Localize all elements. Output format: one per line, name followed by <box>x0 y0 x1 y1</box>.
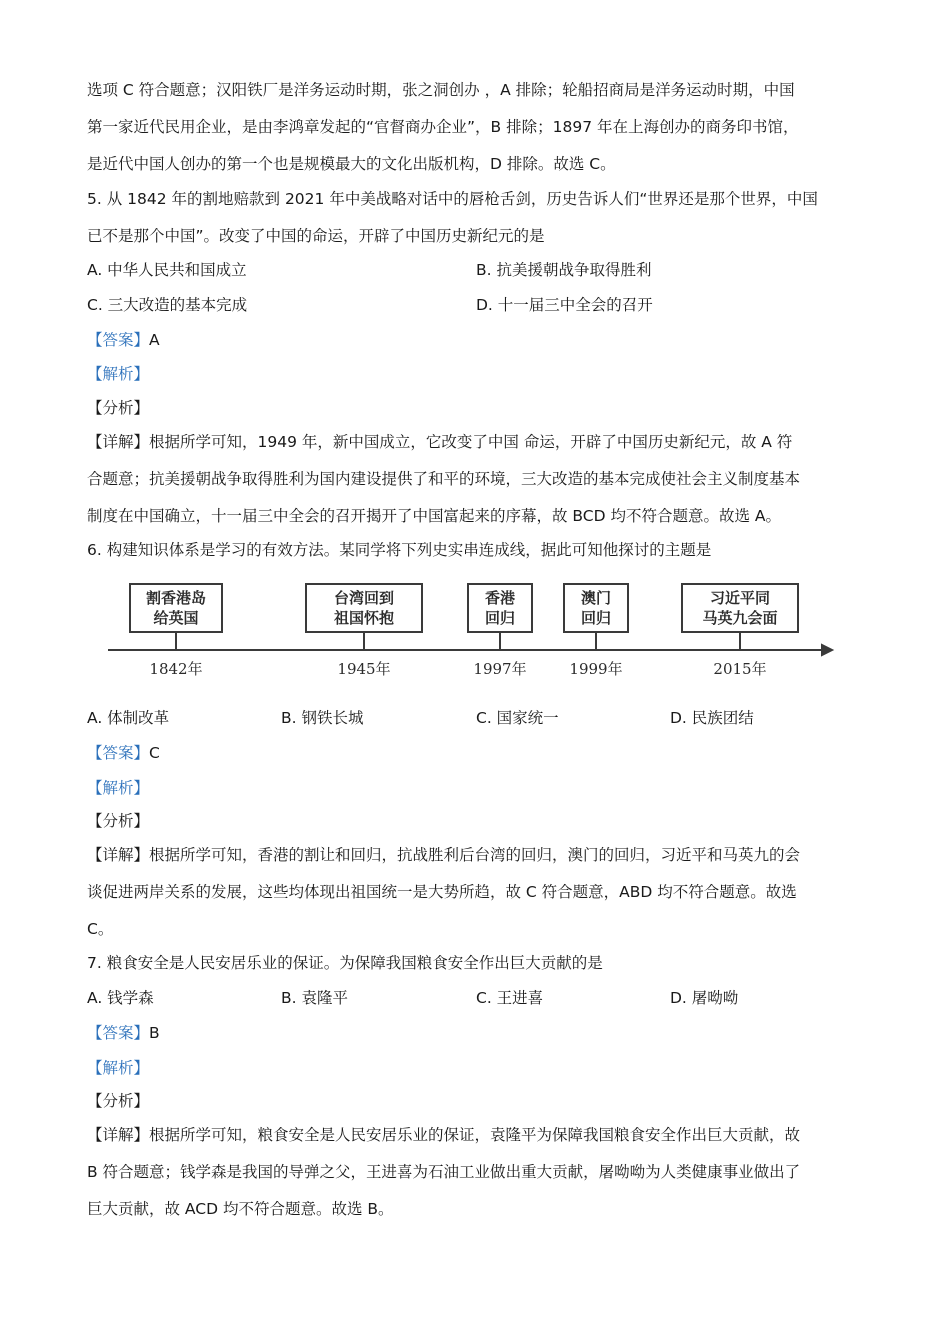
timeline-event-label-1: 台湾回到 <box>333 589 395 607</box>
q6-option-c: C. 国家统一 <box>476 709 559 727</box>
q6-jiexi-tag: 【解析】 <box>87 779 150 797</box>
timeline-event-label-1: 习近平同 <box>709 589 771 607</box>
q7-answer <box>87 1023 160 1043</box>
timeline-event-label-1: 香港 <box>484 589 516 607</box>
timeline-year-label: 2015年 <box>713 660 767 678</box>
timeline-year-label: 1842年 <box>149 660 203 678</box>
q5-answer-tag: 【答案】 <box>87 331 150 349</box>
q5-detail-tag: 【详解】 <box>87 433 150 451</box>
q6-option-b: B. 钢铁长城 <box>281 709 364 727</box>
q6-answer <box>87 743 160 763</box>
q5-option-b: B. 抗美援朝战争取得胜利 <box>476 261 652 279</box>
q6-answer-tag: 【答案】 <box>87 744 150 762</box>
q7-detail-text-1: 根据所学可知，粮食安全是人民安居乐业的保证，袁隆平为保障我国粮食安全作出巨大贡献，故 <box>149 1126 801 1144</box>
q5-option-a: A. 中华人民共和国成立 <box>87 261 247 279</box>
intro-line-3: 是近代中国人创办的第一个也是规模最大的文化出版机构，D 排除。故选 C。 <box>87 155 616 173</box>
q5-detail-line-2: 合题意；抗美援朝战争取得胜利为国内建设提供了和平的环境，三大改造的基本完成使社会主义制度基本 <box>87 470 801 488</box>
timeline-event-label-2: 给英国 <box>153 609 199 627</box>
q5-answer <box>87 330 160 350</box>
q5-answer-value: A <box>149 331 160 349</box>
q5-option-c: C. 三大改造的基本完成 <box>87 296 248 314</box>
q7-option-d: D. 屠呦呦 <box>670 989 739 1007</box>
q5-stem-line-2: 已不是那个中国”。改变了中国的命运，开辟了中国历史新纪元的是 <box>87 227 545 245</box>
timeline-year-label: 1997年 <box>473 660 527 678</box>
timeline-year-label: 1999年 <box>569 660 623 678</box>
q5-fenxi-tag: 【分析】 <box>87 399 150 417</box>
q6-timeline-figure <box>100 578 840 688</box>
q7-jiexi-tag: 【解析】 <box>87 1059 150 1077</box>
q5-detail-line-1 <box>87 432 792 452</box>
intro-line-2: 第一家近代民用企业，是由李鸿章发起的“官督商办企业”，B 排除；1897 年在上海创办的商务印书馆， <box>87 118 799 136</box>
q7-fenxi-tag: 【分析】 <box>87 1092 150 1110</box>
timeline-event <box>468 584 532 678</box>
q6-answer-value: C <box>149 744 160 762</box>
q7-detail-line-2: B 符合题意；钱学森是我国的导弹之父，王进喜为石油工业做出重大贡献，屠呦呦为人类健康事业做出了 <box>87 1163 801 1181</box>
q7-detail-line-1 <box>87 1125 800 1145</box>
q5-option-d: D. 十一届三中全会的召开 <box>476 296 653 314</box>
timeline-arrow-icon <box>822 645 832 655</box>
q7-option-b: B. 袁隆平 <box>281 989 348 1007</box>
timeline-event <box>130 584 222 678</box>
timeline-event-label-2: 马英九会面 <box>702 609 778 627</box>
q6-option-a: A. 体制改革 <box>87 709 170 727</box>
q5-detail-text-1: 根据所学可知，1949 年，新中国成立，它改变了中国 命运，开辟了中国历史新纪元，故 A 符 <box>149 433 793 451</box>
q5-stem-line-1: 5. 从 1842 年的割地赔款到 2021 年中美战略对话中的唇枪舌剑，历史告诉人们“世界还是那个世界，中国 <box>87 190 818 208</box>
q6-stem: 6. 构建知识体系是学习的有效方法。某同学将下列史实串连成线，据此可知他探讨的主题是 <box>87 541 712 559</box>
timeline-event-label-2: 回归 <box>484 609 516 627</box>
timeline-event-label-2: 祖国怀抱 <box>333 609 395 627</box>
timeline-event <box>306 584 422 678</box>
q6-detail-tag: 【详解】 <box>87 846 150 864</box>
q6-detail-line-3: C。 <box>87 920 114 938</box>
q5-jiexi-tag: 【解析】 <box>87 365 150 383</box>
q7-stem: 7. 粮食安全是人民安居乐业的保证。为保障我国粮食安全作出巨大贡献的是 <box>87 954 603 972</box>
q7-answer-value: B <box>149 1024 160 1042</box>
timeline-year-label: 1945年 <box>337 660 391 678</box>
q7-option-c: C. 王进喜 <box>476 989 544 1007</box>
q6-fenxi-tag: 【分析】 <box>87 812 150 830</box>
q7-option-a: A. 钱学森 <box>87 989 154 1007</box>
timeline-event <box>564 584 628 678</box>
q6-detail-line-2: 谈促进两岸关系的发展，这些均体现出祖国统一是大势所趋，故 C 符合题意，ABD 均不符合题意。故选 <box>87 883 797 901</box>
timeline-event <box>682 584 798 678</box>
timeline-event-label-1: 澳门 <box>580 589 612 607</box>
q6-detail-line-1 <box>87 845 800 865</box>
intro-line-1: 选项 C 符合题意；汉阳铁厂是洋务运动时期，张之洞创办 ，A 排除；轮船招商局是洋务运动时期，中国 <box>87 81 795 99</box>
q6-option-d: D. 民族团结 <box>670 709 754 727</box>
q7-detail-line-3: 巨大贡献，故 ACD 均不符合题意。故选 B。 <box>87 1200 394 1218</box>
timeline-event-label-2: 回归 <box>580 609 612 627</box>
q5-detail-line-3: 制度在中国确立，十一届三中全会的召开揭开了中国富起来的序幕，故 BCD 均不符合题意。故选 A。 <box>87 507 782 525</box>
timeline-event-label-1: 割香港岛 <box>145 589 207 607</box>
q7-detail-tag: 【详解】 <box>87 1126 150 1144</box>
q7-answer-tag: 【答案】 <box>87 1024 150 1042</box>
q6-detail-text-1: 根据所学可知，香港的割让和回归，抗战胜利后台湾的回归，澳门的回归，习近平和马英九的会 <box>149 846 801 864</box>
